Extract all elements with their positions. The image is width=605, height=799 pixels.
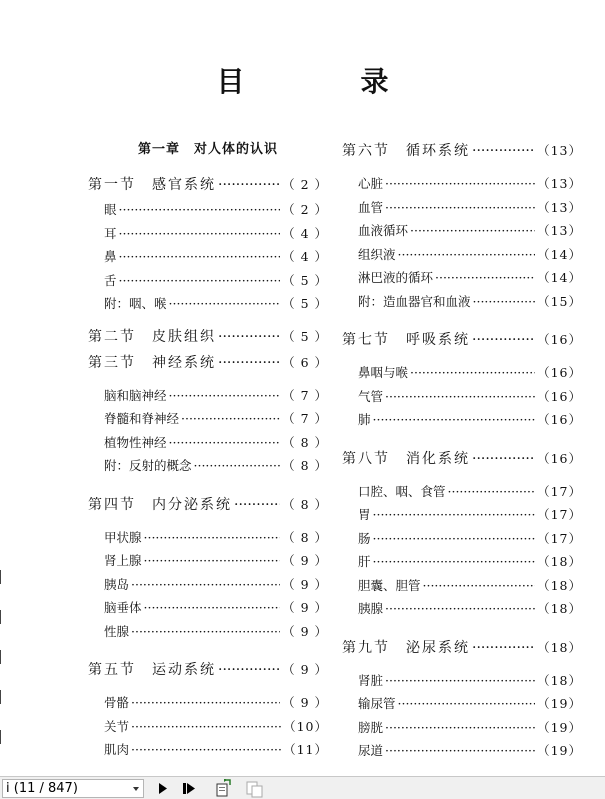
page-selector-dropdown[interactable]	[2, 779, 144, 798]
toc-item	[88, 407, 328, 431]
item-title: 肌肉	[104, 742, 130, 757]
dot-leader	[385, 597, 535, 621]
item-page: （10）	[283, 718, 328, 734]
dot-leader	[119, 222, 281, 246]
toc-item	[342, 219, 582, 243]
toc-item	[342, 243, 582, 267]
toc-item	[88, 715, 328, 739]
section-title: 第三节 神经系统	[88, 354, 216, 371]
toc-section	[88, 324, 328, 350]
dot-leader	[119, 245, 281, 269]
toc-item	[88, 245, 328, 269]
toc-item	[88, 526, 328, 550]
dot-leader	[385, 172, 535, 196]
dot-leader	[473, 290, 536, 314]
section-title: 第六节 循环系统	[342, 143, 470, 159]
item-title: 鼻	[104, 249, 117, 264]
toc-item	[342, 527, 582, 551]
dot-leader	[169, 292, 281, 316]
item-page: （ 4 ）	[282, 249, 328, 264]
item-page: （18）	[537, 601, 582, 616]
dot-leader	[472, 446, 535, 472]
chapter-heading: 第一章 对人体的认识	[137, 142, 278, 157]
section-title: 第七节 呼吸系统	[342, 332, 470, 348]
item-page: （16）	[537, 388, 582, 404]
toc-item	[88, 269, 328, 293]
dot-leader	[131, 573, 280, 597]
item-page: （19）	[537, 696, 582, 711]
next-page-icon	[152, 779, 174, 798]
rotate-page-icon	[212, 779, 234, 798]
dot-leader	[472, 138, 535, 164]
dot-leader	[385, 669, 535, 693]
item-page: （16）	[537, 412, 582, 427]
toc-item	[88, 384, 328, 408]
item-page: （ 5 ）	[282, 272, 328, 288]
item-title: 血液循环	[358, 223, 409, 238]
item-page: （16）	[537, 365, 582, 380]
toc-item	[342, 385, 582, 409]
item-title: 甲状腺	[104, 529, 142, 545]
dot-leader	[194, 454, 281, 478]
toc-item	[342, 172, 582, 196]
item-page: （ 2 ）	[282, 202, 328, 217]
item-title: 脑和脑神经	[104, 387, 167, 403]
item-page: （14）	[537, 270, 582, 285]
item-page: （ 4 ）	[282, 225, 328, 241]
section-title: 第五节 运动系统	[88, 662, 216, 678]
dot-leader	[218, 657, 280, 683]
item-title: 植物性神经	[104, 434, 167, 450]
dot-leader	[410, 361, 535, 385]
item-page: （17）	[537, 530, 582, 546]
item-title: 肾上腺	[104, 553, 142, 568]
dot-leader	[119, 269, 281, 293]
item-title: 脊髓和脊神经	[104, 411, 180, 426]
dot-leader	[131, 620, 280, 644]
toc-item	[342, 574, 582, 598]
item-title: 肝	[358, 554, 371, 569]
item-title: 尿道	[358, 743, 384, 758]
toc-section	[342, 138, 582, 164]
toc-item	[342, 480, 582, 504]
toc-item	[342, 550, 582, 574]
item-title: 附：咽、喉	[104, 296, 167, 311]
toc-item	[342, 361, 582, 385]
toc-section	[88, 350, 328, 376]
toc-right-column	[342, 138, 582, 763]
toc-item	[88, 292, 328, 316]
item-page: （17）	[537, 507, 582, 522]
toc-item	[88, 738, 328, 762]
toc-section	[342, 635, 582, 661]
toc-item	[88, 431, 328, 455]
toc-item	[342, 716, 582, 740]
copy-page-button[interactable]	[244, 779, 266, 798]
section-page: （13）	[537, 143, 582, 158]
dot-leader	[144, 596, 281, 620]
dot-leader	[472, 635, 535, 661]
section-title: 第二节 皮肤组织	[88, 328, 216, 345]
item-page: （ 9 ）	[282, 553, 328, 568]
dot-leader	[218, 324, 280, 350]
item-page: （ 5 ）	[282, 296, 328, 311]
item-page: （ 8 ）	[282, 529, 328, 545]
item-title: 气管	[358, 388, 384, 404]
item-title: 输尿管	[358, 696, 396, 711]
item-page: （18）	[537, 554, 582, 569]
item-page: （13）	[537, 223, 582, 238]
item-title: 鼻咽与喉	[358, 365, 409, 380]
dot-leader	[373, 527, 536, 551]
item-title: 肺	[358, 412, 371, 427]
toc-item	[88, 198, 328, 222]
toc-item	[88, 596, 328, 620]
dot-leader	[448, 480, 536, 504]
item-title: 心脏	[358, 176, 384, 191]
item-title: 肠	[358, 530, 371, 546]
dot-leader	[169, 431, 281, 455]
last-page-icon	[178, 779, 200, 798]
dot-leader	[131, 715, 281, 739]
item-page: （19）	[537, 719, 582, 735]
section-page: （18）	[537, 639, 582, 655]
dot-leader	[169, 384, 281, 408]
dot-leader	[144, 526, 281, 550]
toc-item	[342, 290, 582, 314]
toc-item	[88, 573, 328, 597]
dot-leader	[119, 198, 281, 222]
toc-section	[342, 446, 582, 472]
section-title: 第一节 感官系统	[88, 177, 216, 193]
item-page: （17）	[537, 483, 582, 499]
toc-item	[342, 503, 582, 527]
toc-item	[342, 669, 582, 693]
section-title: 第四节 内分泌系统	[88, 496, 232, 513]
section-page: （16）	[537, 332, 582, 347]
toc-item	[342, 266, 582, 290]
item-page: （ 9 ）	[282, 600, 328, 615]
toc-item	[342, 196, 582, 220]
item-title: 胆囊、胆管	[358, 577, 421, 593]
item-title: 附：反射的概念	[104, 458, 192, 473]
section-page: （16）	[537, 450, 582, 466]
section-title: 第九节 泌尿系统	[342, 639, 470, 656]
item-page: （13）	[537, 199, 582, 215]
dot-leader	[410, 219, 535, 243]
item-title: 血管	[358, 199, 384, 215]
item-page: （ 7 ）	[282, 411, 328, 426]
item-page: （15）	[537, 293, 582, 309]
item-title: 眼	[104, 202, 117, 217]
section-title: 第八节 消化系统	[342, 450, 470, 467]
dot-leader	[181, 407, 280, 431]
dot-leader	[398, 692, 536, 716]
dot-leader	[423, 574, 536, 598]
toc-item	[342, 597, 582, 621]
section-page: （ 9 ）	[282, 662, 328, 677]
dot-leader	[385, 739, 535, 763]
dot-leader	[472, 327, 535, 353]
next-page-button[interactable]	[152, 779, 174, 798]
dot-leader	[385, 196, 535, 220]
item-title: 关节	[104, 718, 130, 734]
item-page: （18）	[537, 577, 582, 593]
item-page: （ 9 ）	[282, 576, 328, 592]
item-title: 肾脏	[358, 672, 384, 688]
item-title: 口腔、咽、食管	[358, 483, 446, 499]
item-title: 脑垂体	[104, 600, 142, 615]
toc-section	[88, 657, 328, 683]
dot-leader	[385, 385, 535, 409]
item-page: （13）	[537, 176, 582, 191]
item-title: 耳	[104, 225, 117, 241]
item-title: 骨骼	[104, 695, 130, 710]
last-page-button[interactable]	[178, 779, 200, 798]
dot-leader	[373, 408, 536, 432]
toc-title: 目 录	[216, 65, 433, 98]
copy-page-icon	[244, 779, 266, 798]
dot-leader	[131, 738, 281, 762]
item-page: （11）	[283, 742, 328, 757]
item-page: （ 7 ）	[282, 387, 328, 403]
dot-leader	[144, 549, 281, 573]
toc-section	[342, 327, 582, 353]
rotate-page-button[interactable]	[212, 779, 234, 798]
toc-item	[88, 222, 328, 246]
viewer-toolbar	[0, 776, 605, 799]
dot-leader	[218, 350, 280, 376]
item-title: 淋巴液的循环	[358, 270, 434, 285]
item-title: 性腺	[104, 623, 130, 639]
item-page: （19）	[537, 743, 582, 758]
section-page: （ 5 ）	[282, 328, 328, 344]
dot-leader	[373, 550, 536, 574]
toc-item	[342, 408, 582, 432]
item-page: （18）	[537, 672, 582, 688]
item-page: （ 9 ）	[282, 695, 328, 710]
item-title: 胃	[358, 507, 371, 522]
scan-edge-marks	[0, 560, 2, 760]
toc-section	[88, 172, 328, 198]
toc-section	[88, 492, 328, 518]
dot-leader	[398, 243, 536, 267]
dot-leader	[218, 172, 280, 198]
item-title: 组织液	[358, 246, 396, 262]
item-page: （14）	[537, 246, 582, 262]
toc-item	[88, 620, 328, 644]
item-page: （ 8 ）	[282, 458, 328, 473]
dot-leader	[385, 716, 535, 740]
item-page: （ 9 ）	[282, 623, 328, 639]
toc-item	[342, 739, 582, 763]
item-title: 附：造血器官和血液	[358, 293, 471, 309]
toc-item	[88, 454, 328, 478]
item-title: 胰腺	[358, 601, 384, 616]
section-page: （ 8 ）	[282, 496, 328, 512]
toc-item	[342, 692, 582, 716]
toc-left-column	[88, 138, 328, 762]
dot-leader	[234, 492, 280, 518]
dot-leader	[435, 266, 535, 290]
item-title: 胰岛	[104, 576, 130, 592]
page-indicator: i (11 / 847)	[6, 781, 78, 796]
dot-leader	[131, 691, 280, 715]
toc-item	[88, 691, 328, 715]
section-page: （ 2 ）	[282, 177, 328, 192]
toc-item	[88, 549, 328, 573]
item-page: （ 8 ）	[282, 434, 328, 450]
chevron-down-icon	[133, 787, 139, 791]
item-title: 舌	[104, 272, 117, 288]
item-title: 膀胱	[358, 719, 384, 735]
dot-leader	[373, 503, 536, 527]
section-page: （ 6 ）	[282, 354, 328, 370]
